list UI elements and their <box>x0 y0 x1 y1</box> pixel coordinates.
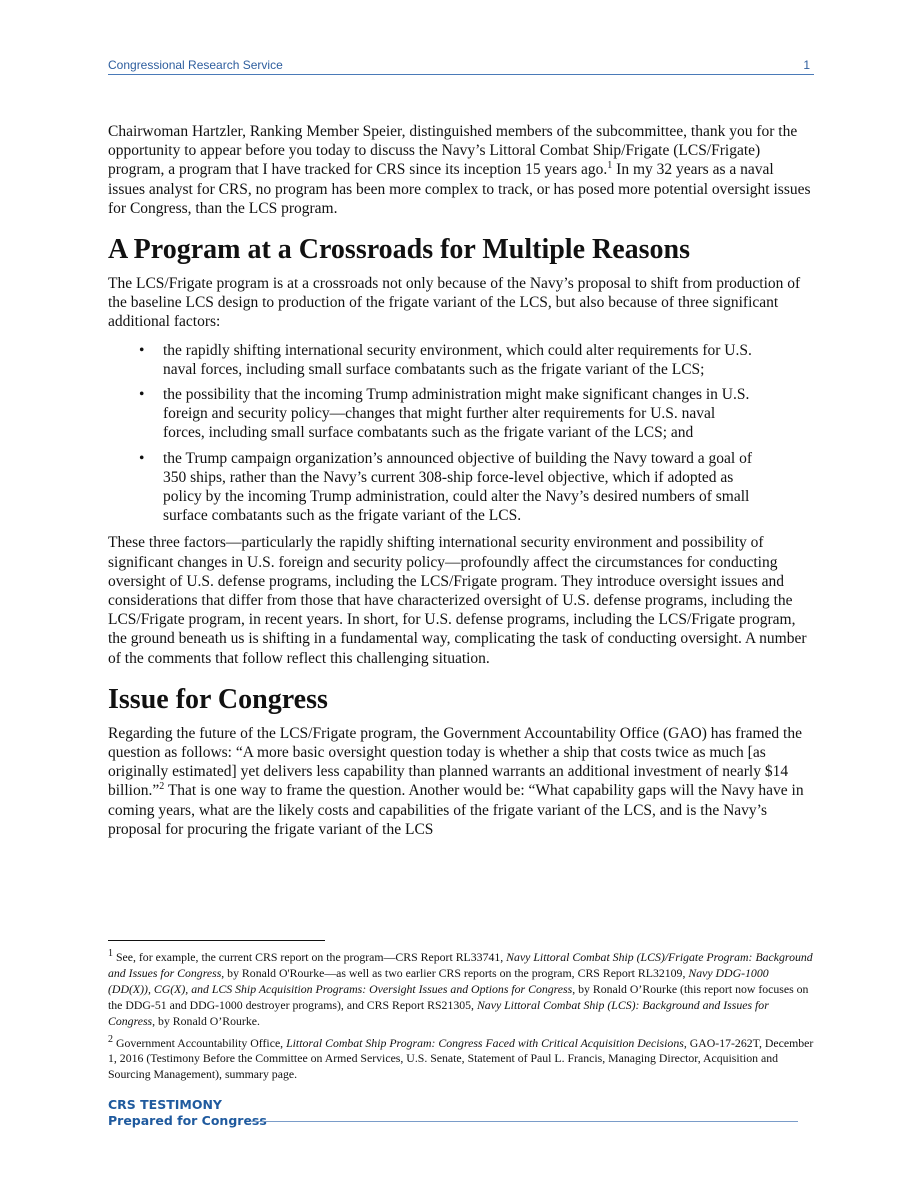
footnote-ref-2[interactable]: 2 <box>159 781 165 793</box>
bullet-icon: • <box>139 386 145 404</box>
bullet-icon: • <box>139 449 145 467</box>
footnote-divider <box>108 940 325 941</box>
section2-paragraph: Regarding the future of the LCS/Frigate program, the Government Accountability Office (GAO) has framed the question as follows: “A more basic oversight question today is whether a ship that costs twice as much [as originally estimated] yet delivers less capability than planned warrants an additional investment of nearly $14 billion.”$^2$ That is one way to frame the question. Another would be: “What capability gaps will the Navy have in coming years, what are the likely costs and capabilities of the frigate variant of the LCS, and is the Navy’s proposal for procuring the frigate variant of the LCS <box>108 724 804 838</box>
list-item: • the Trump campaign organization’s announced objective of building the Navy toward a goal of 350 ships, rather than the Navy’s current 308-ship force-level objective, which if adopted as policy by the incoming Trump administration, could alter the Navy’s desired numbers of small surface combatants such as the frigate variant of the LCS. <box>139 449 753 525</box>
footnote-2: $^2$ Government Accountability Office, Littoral Combat Ship Program: Congress Faced with Critical Acquisition Decisions, GAO-17-262T, December 1, 2016 (Testimony Before the Committee on Armed Services, U.S. Senate, Statement of Paul L. Francis, Managing Director, Acquisition and Sourcing Management), summary page. <box>108 1033 814 1082</box>
footer-line-1: CRS TESTIMONY <box>108 1097 222 1112</box>
footnote-1: $^1$ See, for example, the current CRS report on the program—CRS Report RL33741, Navy Littoral Combat Ship (LCS)/Frigate Program: Background and Issues for Congress, by Ronald O'Rourke—as well as two earlier CRS reports on the program, CRS Report RL32109, Navy DDG-1000 (DD(X)), CG(X), and LCS Ship Acquisition Programs: Oversight Issues and Options for Congress, by Ronald O’Rourke (this report now focuses on the DDG-51 and DDG-1000 destroyer programs), and CRS Report RS21305, Navy Littoral Combat Ship (LCS): Background and Issues for Congress, by Ronald O’Rourke. <box>108 948 813 1028</box>
list-item: • the possibility that the incoming Trump administration might make significant changes in U.S. foreign and security policy—changes that might further alter requirements for U.S. naval forces, including small surface combatants such as the frigate variant of the LCS; and <box>139 386 750 442</box>
list-item: • the rapidly shifting international security environment, which could alter requirements for U.S. naval forces, including small surface combatants such as the frigate variant of the LCS; <box>139 341 752 378</box>
intro-paragraph: Chairwoman Hartzler, Ranking Member Speier, distinguished members of the subcommittee, thank you for the opportunity to appear before you today to discuss the Navy’s Littoral Combat Ship/Frigate (LCS/Frigate) program, a program that I have tracked for CRS since its inception 15 years ago.$^1$ In my 32 years as a naval issues analyst for CRS, no program has been more complex to track, or has posed more potential oversight issues for Congress, than the LCS program. <box>108 123 811 217</box>
footnote-ref-1[interactable]: 1 <box>607 160 613 172</box>
section1-lead-paragraph: The LCS/Frigate program is at a crossroads not only because of the Navy’s proposal to shift from production of the baseline LCS design to production of the frigate variant of the LCS, but also because of three significant additional factors: <box>108 275 801 331</box>
section-heading-issue: Issue for Congress <box>108 683 328 715</box>
header-title: Congressional Research Service <box>108 58 283 72</box>
section-heading-crossroads: A Program at a Crossroads for Multiple Reasons <box>108 234 691 266</box>
section1-closing-paragraph: These three factors—particularly the rapidly shifting international security environment and possibility of significant changes in U.S. foreign and security policy—profoundly affect the circumstances for conducting oversight of U.S. defense programs, including the LCS/Frigate program. They introduce oversight issues and considerations that differ from those that have characterized oversight of U.S. defense programs, including the LCS/Frigate program, in recent years. In short, for U.S. defense programs, including the LCS/Frigate program, the ground beneath us is shifting in a fundamental way, complicating the task of conducting oversight. A number of the comments that follow reflect this challenging situation. <box>108 534 807 667</box>
bullet-icon: • <box>139 341 145 359</box>
page-header <box>108 58 814 75</box>
document-body <box>108 122 814 848</box>
page-number: 1 <box>803 58 810 72</box>
footnotes <box>108 950 814 1089</box>
factors-list <box>108 341 814 526</box>
page-footer <box>108 1097 798 1129</box>
footer-line-2: Prepared for Congress <box>108 1113 798 1129</box>
footer-rule <box>250 1121 798 1122</box>
